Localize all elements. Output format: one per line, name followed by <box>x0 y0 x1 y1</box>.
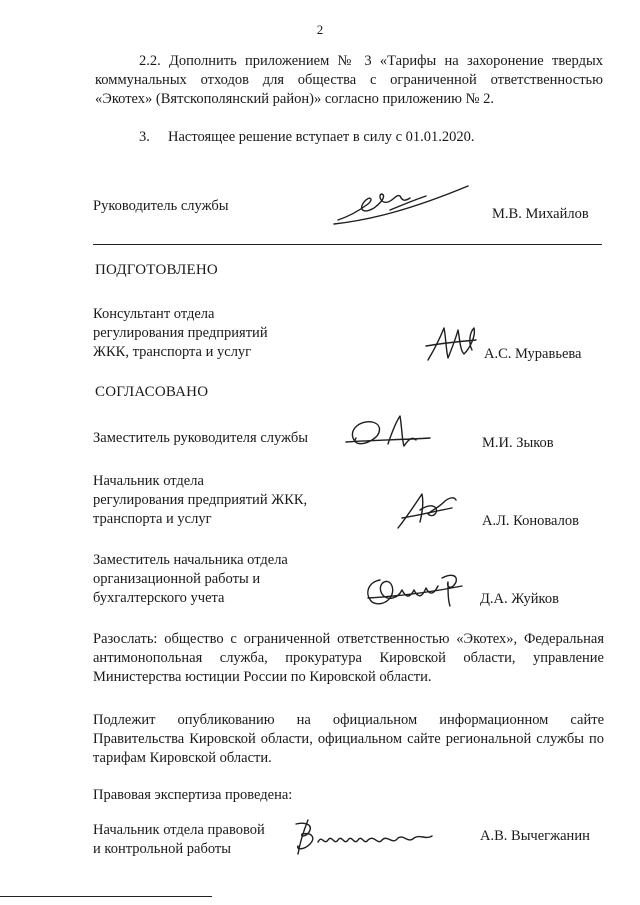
agreed-signer-3-title <box>93 551 353 608</box>
prepared-title-line-2: регулирования предприятий <box>93 325 268 341</box>
legal-review-name: А.В. Вычегжанин <box>480 828 590 844</box>
distribution-list: Разослать: общество с ограниченной ответственностью «Экотех», Федеральная антимонопольная служба, прокуратура Кировской области, управление Министерства юстиции России по Кировской области. <box>93 631 604 685</box>
page-number: 2 <box>316 22 324 37</box>
clause-2-2: 2.2. Дополнить приложением № 3 «Тарифы на захоронение твердых коммунальных отходов для общества с ограниченной ответственностью «Экотех» (Вятскополянский район)» согласно приложению № 2. <box>95 53 603 107</box>
agreed-signer-1-name: М.И. Зыков <box>482 435 554 451</box>
agreed-signer-1-signature-image <box>342 410 432 458</box>
prepared-name: А.С. Муравьева <box>484 346 582 362</box>
agreed-signer-2-title-line-1: Начальник отдела <box>93 473 204 489</box>
agreed-signer-2-name: А.Л. Коновалов <box>482 513 579 529</box>
legal-review-title-line-1: Начальник отдела правовой <box>93 822 265 838</box>
prepared-title <box>93 305 353 362</box>
agreed-signer-3-name: Д.А. Жуйков <box>480 591 559 607</box>
head-signature-image <box>330 180 470 230</box>
agreed-signer-3-title-line-1: Заместитель начальника отдела <box>93 552 288 568</box>
agreed-signer-2-title <box>93 472 353 529</box>
agreed-signer-3-title-line-2: организационной работы и <box>93 571 261 587</box>
clause-3: 3. Настоящее решение вступает в силу с 01.01.2020. <box>139 129 475 145</box>
agreed-heading: СОГЛАСОВАНО <box>95 384 209 400</box>
agreed-signer-3-title-line-3: бухгалтерского учета <box>93 590 225 606</box>
legal-review-signature-image <box>282 816 442 860</box>
head-name: М.В. Михайлов <box>492 206 589 222</box>
separator-line <box>93 244 602 245</box>
prepared-heading: ПОДГОТОВЛЕНО <box>95 262 218 278</box>
legal-review-heading: Правовая экспертиза проведена: <box>93 787 293 803</box>
prepared-signature-image <box>424 320 484 368</box>
head-title: Руководитель службы <box>93 198 229 214</box>
agreed-signer-2-signature-image <box>392 488 462 534</box>
agreed-signer-2-title-line-3: транспорта и услуг <box>93 511 212 527</box>
legal-review-title-line-2: и контрольной работы <box>93 841 231 857</box>
publication-note: Подлежит опубликованию на официальном информационном сайте Правительства Кировской области, официальном сайте региональной службы по тарифам Кировской области. <box>93 712 604 766</box>
agreed-signer-2-title-line-2: регулирования предприятий ЖКК, <box>93 492 308 508</box>
agreed-signer-1-title: Заместитель руководителя службы <box>93 430 309 446</box>
prepared-title-line-3: ЖКК, транспорта и услуг <box>93 344 252 360</box>
agreed-signer-3-signature-image <box>362 568 466 612</box>
prepared-title-line-1: Консультант отдела <box>93 306 215 322</box>
footer-line <box>0 896 212 897</box>
